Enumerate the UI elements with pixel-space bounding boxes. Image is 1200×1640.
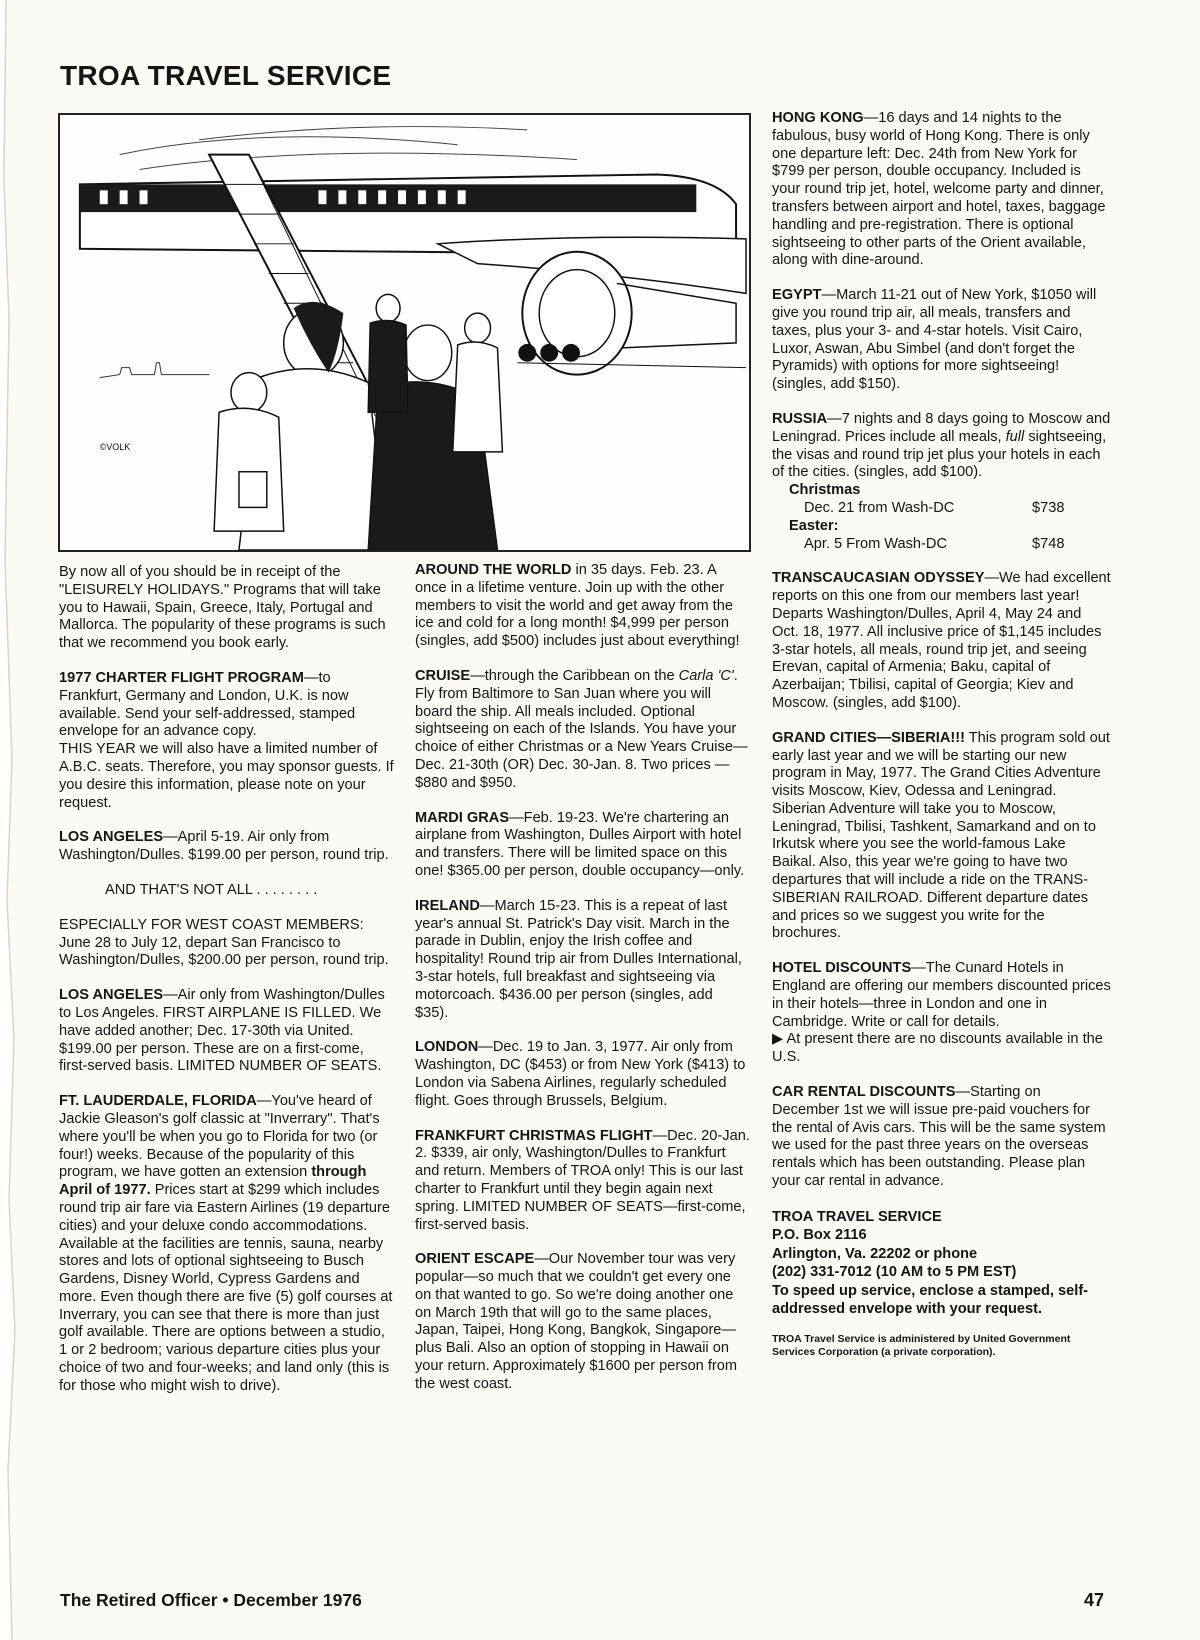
los-angeles-body-2: —Air only from Washington/Dulles to Los Angeles. FIRST AIRPLANE IS FILLED. We have added another; Dec. 17-30th via United. $199.00 per person. These are on a first-come, first-served basis. LIMITED NUMBER OF SEATS. — [59, 987, 385, 1075]
column-1 — [59, 564, 394, 1413]
russia-body-2: sightseeing, the visas and round trip jet plus your hotels in each of the cities. (singles, add $100). — [772, 428, 1107, 481]
car-rental-body: —Starting on December 1st we will issue pre-paid vouchers for the rental of Avis cars. This will be the same system we used for the past three years on the overseas rentals which has been outstanding. Please plan your car rental in advance. — [772, 1084, 1106, 1190]
column-2 — [415, 562, 750, 1411]
hong-kong-body: —16 days and 14 nights to the fabulous, busy world of Hong Kong. There is only one departure left: Dec. 24th from New York for $799 per person, double occupancy. Included is your round trip jet, hotel, welcome party and dinner, transfers between airport and hotel, taxes, baggage handling and pre-registration. There is optional sightseeing to other parts of the Orient available, along with dine-around. — [772, 110, 1106, 269]
ireland-section — [415, 898, 750, 1023]
ft-lauderdale-heading: FT. LAUDERDALE, FLORIDA — [59, 1093, 257, 1110]
egypt-body: —March 11-21 out of New York, $1050 will give you round trip air, all meals, transfers and taxes, plus your 3- and 4-star hotels. Visit Cairo, Luxor, Aswan, Abu Simbel (and don't forget the Pyramids) with options for more sightseeing! (singles, add $150). — [772, 287, 1097, 393]
london-body: —Dec. 19 to Jan. 3, 1977. Air only from Washington, DC ($453) or from New York ($413) to London via Sabena Airlines, regularly scheduled flight. Goes through Brussels, Belgium. — [415, 1039, 746, 1109]
not-all-line: AND THAT'S NOT ALL . . . . . . . . — [105, 881, 318, 898]
london-section — [415, 1039, 750, 1110]
grand-cities-body: This program sold out early last year and we will be starting our new program in May, 1977. The Grand Cities Adventure visits Moscow, Kiev, Odessa and Leningrad. Siberian Adventure will take you to Moscow, Leningrad, Tbilisi, Tashkent, Samarkand and on to Irkutsk where you see the world-famous Lake Baikal. Also, this year we're going to have two departures that will include a ride on the TRANS-SIBERIAN RAILROAD. Different departure dates and prices so we suggest you write for the brochures. — [772, 729, 1110, 942]
ft-lauderdale-extension: through April of 1977. — [59, 1164, 367, 1199]
egypt-heading: EGYPT — [772, 287, 822, 304]
cruise-body: —through the Caribbean on the — [470, 667, 679, 684]
frankfurt-section — [415, 1128, 750, 1235]
london-heading: LONDON — [415, 1039, 479, 1056]
orient-escape-section — [415, 1251, 750, 1393]
illustration-credit: ©VOLK — [99, 441, 131, 452]
easter-date: Apr. 5 From Wash-DC — [804, 535, 947, 552]
charter-body: —to Frankfurt, Germany and London, U.K. is now available. Send your self-addressed, stamped envelope for an advance copy. — [59, 669, 356, 740]
cruise-body-2: . Fly from Baltimore to San Juan where you will board the ship. All meals included. Optional sightseeing on each of the Islands. You have your choice of either Christmas or a New Years Cruise—Dec. 21-30th (OR) Dec. 30-Jan. 8. Two prices — $880 and $950. — [415, 667, 748, 791]
charter-body-2: THIS YEAR we will also have a limited number of A.B.C. seats. Therefore, you may sponsor guests. If you desire this information, please note on your request. — [59, 741, 394, 811]
ireland-heading: IRELAND — [415, 897, 480, 914]
torn-page-edge — [0, 0, 18, 1640]
ireland-body: —March 15-23. This is a repeat of last year's annual St. Patrick's Day visit. March in the parade in Dublin, enjoy the Irish coffee and hospitality! Round trip air from Dulles International, 3-star hotels, full breakfast and sightseeing via motorcoach. $436.00 per person (singles, add $35). — [415, 897, 742, 1021]
hotel-discounts-body: —The Cunard Hotels in England are offering our members discounted prices in their hotels—three in London and one in Cambridge. Write or call for details. — [772, 960, 1111, 1030]
hotel-discounts-note: ▶ At present there are no discounts available in the U.S. — [772, 1031, 1103, 1066]
around-the-world-section — [415, 562, 750, 651]
transcaucasian-section — [772, 570, 1112, 712]
cruise-heading: CRUISE — [415, 667, 471, 684]
los-angeles-body: —April 5-19. Air only from Washington/Dulles. $199.00 per person, round trip. — [59, 829, 389, 864]
ft-lauderdale-body: —You've heard of Jackie Gleason's golf classic at "Inverrary". That's where you'll be when you go to Florida for two (or four!) weeks. Because of the popularity of this program, we have gotten an extension — [59, 1093, 380, 1181]
cruise-ship-name: Carla 'C' — [678, 667, 734, 684]
contact-address — [772, 1208, 1112, 1319]
easter-price: $748 — [1032, 535, 1065, 552]
address-org: TROA TRAVEL SERVICE — [772, 1208, 942, 1225]
passengers-deplaning-drawing — [60, 115, 749, 550]
intro-text: By now all of you should be in receipt of the "LEISURELY HOLIDAYS." Programs that will take you to Hawaii, Spain, Greece, Italy, Portugal and Mallorca. The popularity of these programs is such that we recommend you book early. — [59, 564, 386, 652]
christmas-price: $738 — [1032, 499, 1065, 516]
intro-paragraph — [59, 564, 394, 653]
christmas-date: Dec. 21 from Wash-DC — [804, 499, 955, 516]
around-the-world-body: in 35 days. Feb. 23. A once in a lifetime venture. Join up with the other members to visit the world and get away from the ice and cold for a long month! $4,999 per person (singles, add $500) includes just about everything! — [415, 562, 740, 650]
grand-cities-section — [772, 730, 1112, 944]
west-coast-section: ESPECIALLY FOR WEST COAST MEMBERS: June 28 to July 12, depart San Francisco to Washington/Dulles, $200.00 per person, round trip. — [59, 916, 389, 969]
grand-cities-heading: GRAND CITIES—SIBERIA!!! — [772, 729, 965, 746]
magazine-footer: The Retired Officer • December 1976 — [60, 1590, 362, 1610]
around-the-world-heading: AROUND THE WORLD — [415, 562, 572, 578]
los-angeles-section-2 — [59, 987, 394, 1076]
cruise-section — [415, 668, 750, 793]
hong-kong-heading: HONG KONG — [772, 110, 864, 126]
ft-lauderdale-body-2: Prices start at $299 which includes round trip air fare via Eastern Airlines (19 departure cities) and your deluxe condo accommodations. Available at the facilities are tennis, sauna, nearby stores and lots of optional sightseeing to Busch Gardens, Disney World, Cypress Gardens and more. Even though there are five (5) golf courses at Inverrary, you can see that there is more than just golf available. There are options between a studio, 1 or 2 bedroom; various departure cities plus your choice of two and four-weeks; and land only (this is for those who might wish to drive). — [59, 1182, 393, 1394]
car-rental-section — [772, 1084, 1112, 1191]
russia-schedule — [772, 482, 1112, 553]
egypt-section — [772, 287, 1112, 394]
los-angeles-heading: LOS ANGELES — [59, 829, 164, 846]
charter-flight-section — [59, 670, 394, 812]
transcaucasian-body: —We had excellent reports on this one from our members last year! Departs Washington/Dulles, April 4, May 24 and Oct. 18, 1977. All inclusive price of $1,145 includes 3-star hotels, all meals, round trip jet, and seeing Erevan, capital of Armenia; Baku, capital of Azerbaijan; Tbilisi, capital of Georgia; Kiev and Moscow. (singles, add $100). — [772, 570, 1111, 711]
christmas-row — [772, 500, 1112, 518]
address-phone: (202) 331-7012 (10 AM to 5 PM EST) — [772, 1264, 1017, 1281]
mardi-gras-section — [415, 810, 750, 881]
orient-escape-heading: ORIENT ESCAPE — [415, 1251, 535, 1268]
address-instructions: To speed up service, enclose a stamped, self-addressed envelope with your request. — [772, 1282, 1089, 1318]
hong-kong-section — [772, 110, 1112, 270]
easter-heading: Easter: — [789, 517, 839, 534]
ft-lauderdale-section — [59, 1093, 394, 1396]
hotel-discounts-heading: HOTEL DISCOUNTS — [772, 960, 912, 977]
los-angeles-section-1 — [59, 829, 394, 865]
frankfurt-heading: FRANKFURT CHRISTMAS FLIGHT — [415, 1127, 653, 1144]
orient-escape-body: —Our November tour was very popular—so much that we couldn't get every one on that wanted to go. So we're doing another one on March 19th that will go to the same places, Japan, Taipei, Hong Kong, Bangkok, Singapore—plus Bali. Also an option of stopping in Hawaii on your return. Approximately $1600 per person from the west coast. — [415, 1251, 738, 1392]
address-city: Arlington, Va. 22202 or phone — [772, 1245, 978, 1262]
mardi-gras-heading: MARDI GRAS — [415, 809, 510, 826]
airplane-illustration — [58, 113, 751, 552]
russia-heading: RUSSIA — [772, 410, 828, 427]
page-number: 47 — [1084, 1590, 1105, 1610]
transcaucasian-heading: TRANSCAUCASIAN ODYSSEY — [772, 570, 985, 587]
page-title: TROA TRAVEL SERVICE — [60, 60, 392, 91]
hotel-discounts-section — [772, 960, 1112, 1067]
russia-section — [772, 411, 1112, 482]
charter-heading: 1977 CHARTER FLIGHT PROGRAM — [59, 669, 304, 686]
russia-body: —7 nights and 8 days going to Moscow and Leningrad. Prices include all meals, — [772, 410, 1111, 445]
russia-full-word: full — [1005, 428, 1025, 445]
los-angeles-heading-2: LOS ANGELES — [59, 987, 164, 1004]
address-po-box: P.O. Box 2116 — [772, 1227, 867, 1244]
mardi-gras-body: —Feb. 19-23. We're chartering an airplane from Washington, Dulles Airport with hotel and transfers. There will be limited space on this one! $365.00 per person, double occupancy—only. — [415, 809, 745, 879]
frankfurt-body: —Dec. 20-Jan. 2. $339, air only, Washington/Dulles to Frankfurt and return. Members of TROA only! This is our last charter to Frankfurt until they begin again next spring. LIMITED NUMBER OF SEATS—first-come, first-served basis. — [415, 1127, 750, 1233]
car-rental-heading: CAR RENTAL DISCOUNTS — [772, 1084, 956, 1101]
christmas-heading: Christmas — [789, 482, 861, 499]
column-3 — [772, 110, 1112, 1359]
administration-note: TROA Travel Service is administered by United Government Services Corporation (a private corporation). — [772, 1332, 1071, 1358]
easter-row — [772, 536, 1112, 554]
